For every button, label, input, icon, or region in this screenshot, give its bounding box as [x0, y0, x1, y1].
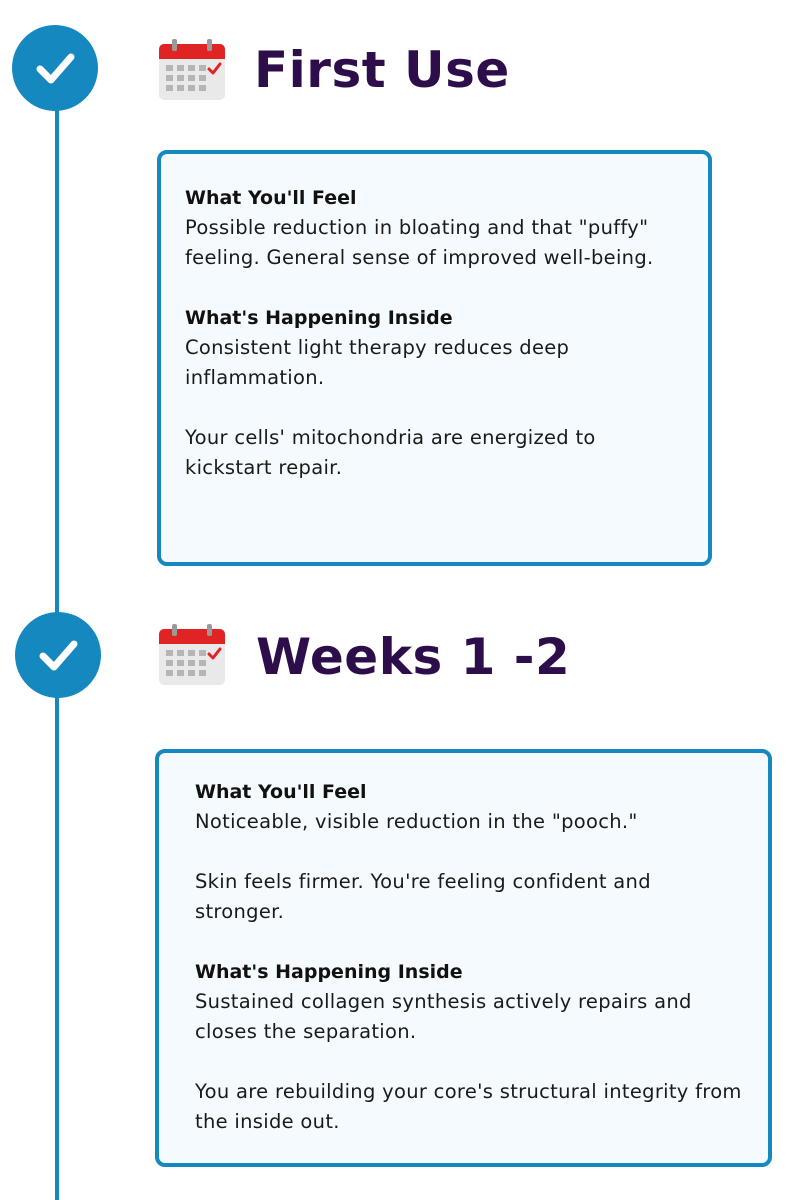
inside-heading: What's Happening Inside	[185, 307, 453, 329]
feel-heading: What You'll Feel	[185, 187, 357, 209]
feel-text: Noticeable, visible reduction in the "pooch."	[195, 810, 638, 833]
feel-text: Skin feels firmer. You're feeling confident and stronger.	[195, 870, 651, 923]
milestone-title: Weeks 1 -2	[256, 628, 571, 686]
calendar-icon	[157, 623, 227, 687]
inside-text: Consistent light therapy reduces deep inflammation.	[185, 336, 570, 389]
milestone-card	[157, 150, 712, 566]
inside-text: Your cells' mitochondria are energized to kickstart repair.	[185, 426, 596, 479]
feel-heading: What You'll Feel	[195, 781, 367, 803]
inside-text: Sustained collagen synthesis actively repairs and closes the separation.	[195, 990, 692, 1043]
feel-text: Possible reduction in bloating and that "puffy" feeling. General sense of improved well-being.	[185, 216, 654, 269]
check-circle-icon	[15, 612, 101, 698]
milestone-title: First Use	[254, 41, 510, 99]
milestone-card	[155, 749, 772, 1167]
inside-text: You are rebuilding your core's structural integrity from the inside out.	[195, 1080, 742, 1133]
inside-heading: What's Happening Inside	[195, 961, 463, 983]
calendar-icon	[157, 38, 227, 102]
check-circle-icon	[12, 25, 98, 111]
